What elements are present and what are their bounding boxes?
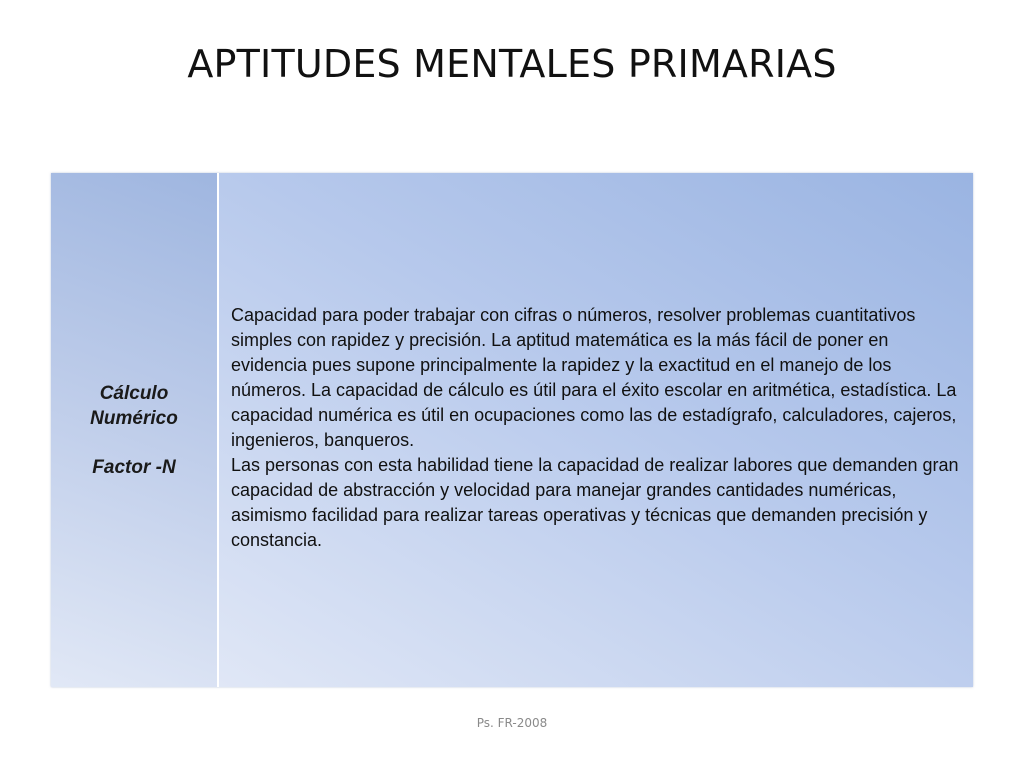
label-cell	[51, 173, 219, 687]
content-table	[51, 173, 973, 687]
label-line-2: Numérico	[90, 407, 178, 429]
description-text	[231, 303, 965, 553]
label-line-1: Cálculo	[99, 382, 169, 404]
description-paragraph-1: Capacidad para poder trabajar con cifras o números, resolver problemas cuantitativos simples con rapidez y precisión. La aptitud matemática es la más fácil de poner en evidencia pues supone principalmente la rapidez y la exactitud en el manejo de los números. La capacidad de cálculo es útil para el éxito escolar en aritmética, estadística. La capacidad numérica es útil en ocupaciones como las de estadígrafo, calculadores, cajeros, ingenieros, banqueros.	[231, 305, 957, 450]
slide-title: APTITUDES MENTALES PRIMARIAS	[187, 42, 837, 86]
description-cell	[219, 173, 973, 687]
factor-label: Factor -N	[92, 456, 176, 478]
footer-text: Ps. FR-2008	[476, 716, 548, 730]
description-paragraph-2: Las personas con esta habilidad tiene la capacidad de realizar labores que demanden gran capacidad de abstracción y velocidad para manejar grandes cantidades numéricas, asimismo facilidad para realizar tareas operativas y técnicas que demanden precisión y constancia.	[231, 455, 959, 550]
